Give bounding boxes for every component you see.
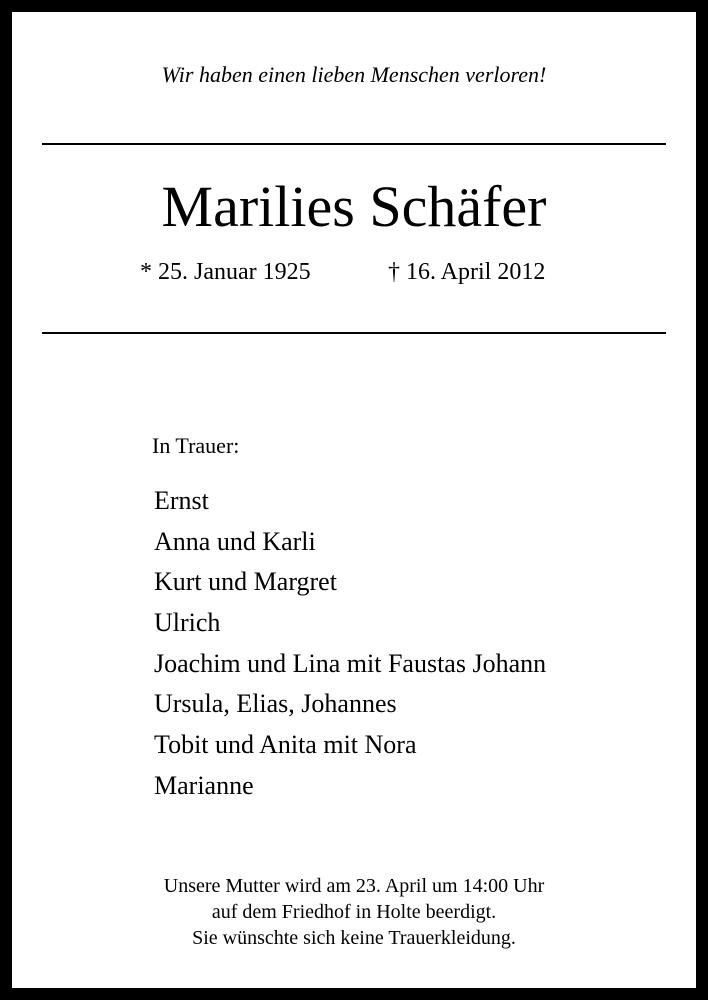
birth-date: * 25. Januar 1925 [140, 259, 311, 285]
mourner-item: Tobit und Anita mit Nora [154, 730, 417, 760]
deceased-name: Marilies Schäfer [161, 174, 547, 239]
bottom-divider [42, 332, 666, 334]
obituary-card [12, 12, 696, 988]
notice-line: Unsere Mutter wird am 23. April um 14:00 Uhr [163, 875, 545, 897]
mourner-item: Ernst [154, 486, 209, 515]
top-divider [42, 143, 666, 145]
mourner-item: Joachim und Lina mit Faustas Johann [154, 648, 547, 678]
death-date: † 16. April 2012 [388, 259, 546, 285]
mourners-list [154, 486, 546, 812]
mourner-item: Ulrich [154, 608, 221, 638]
notice-line: Sie wünschte sich keine Trauerkleidung. [192, 927, 516, 949]
motto-line: Wir haben einen lieben Menschen verloren! [161, 62, 547, 87]
mourning-label: In Trauer: [152, 433, 240, 458]
mourner-item: Anna und Karli [154, 526, 316, 556]
funeral-notice [12, 873, 696, 951]
mourner-item: Ursula, Elias, Johannes [154, 689, 397, 719]
mourner-item: Marianne [154, 770, 254, 800]
mourner-item: Kurt und Margret [154, 567, 337, 597]
notice-line: auf dem Friedhof in Holte beerdigt. [211, 901, 497, 923]
